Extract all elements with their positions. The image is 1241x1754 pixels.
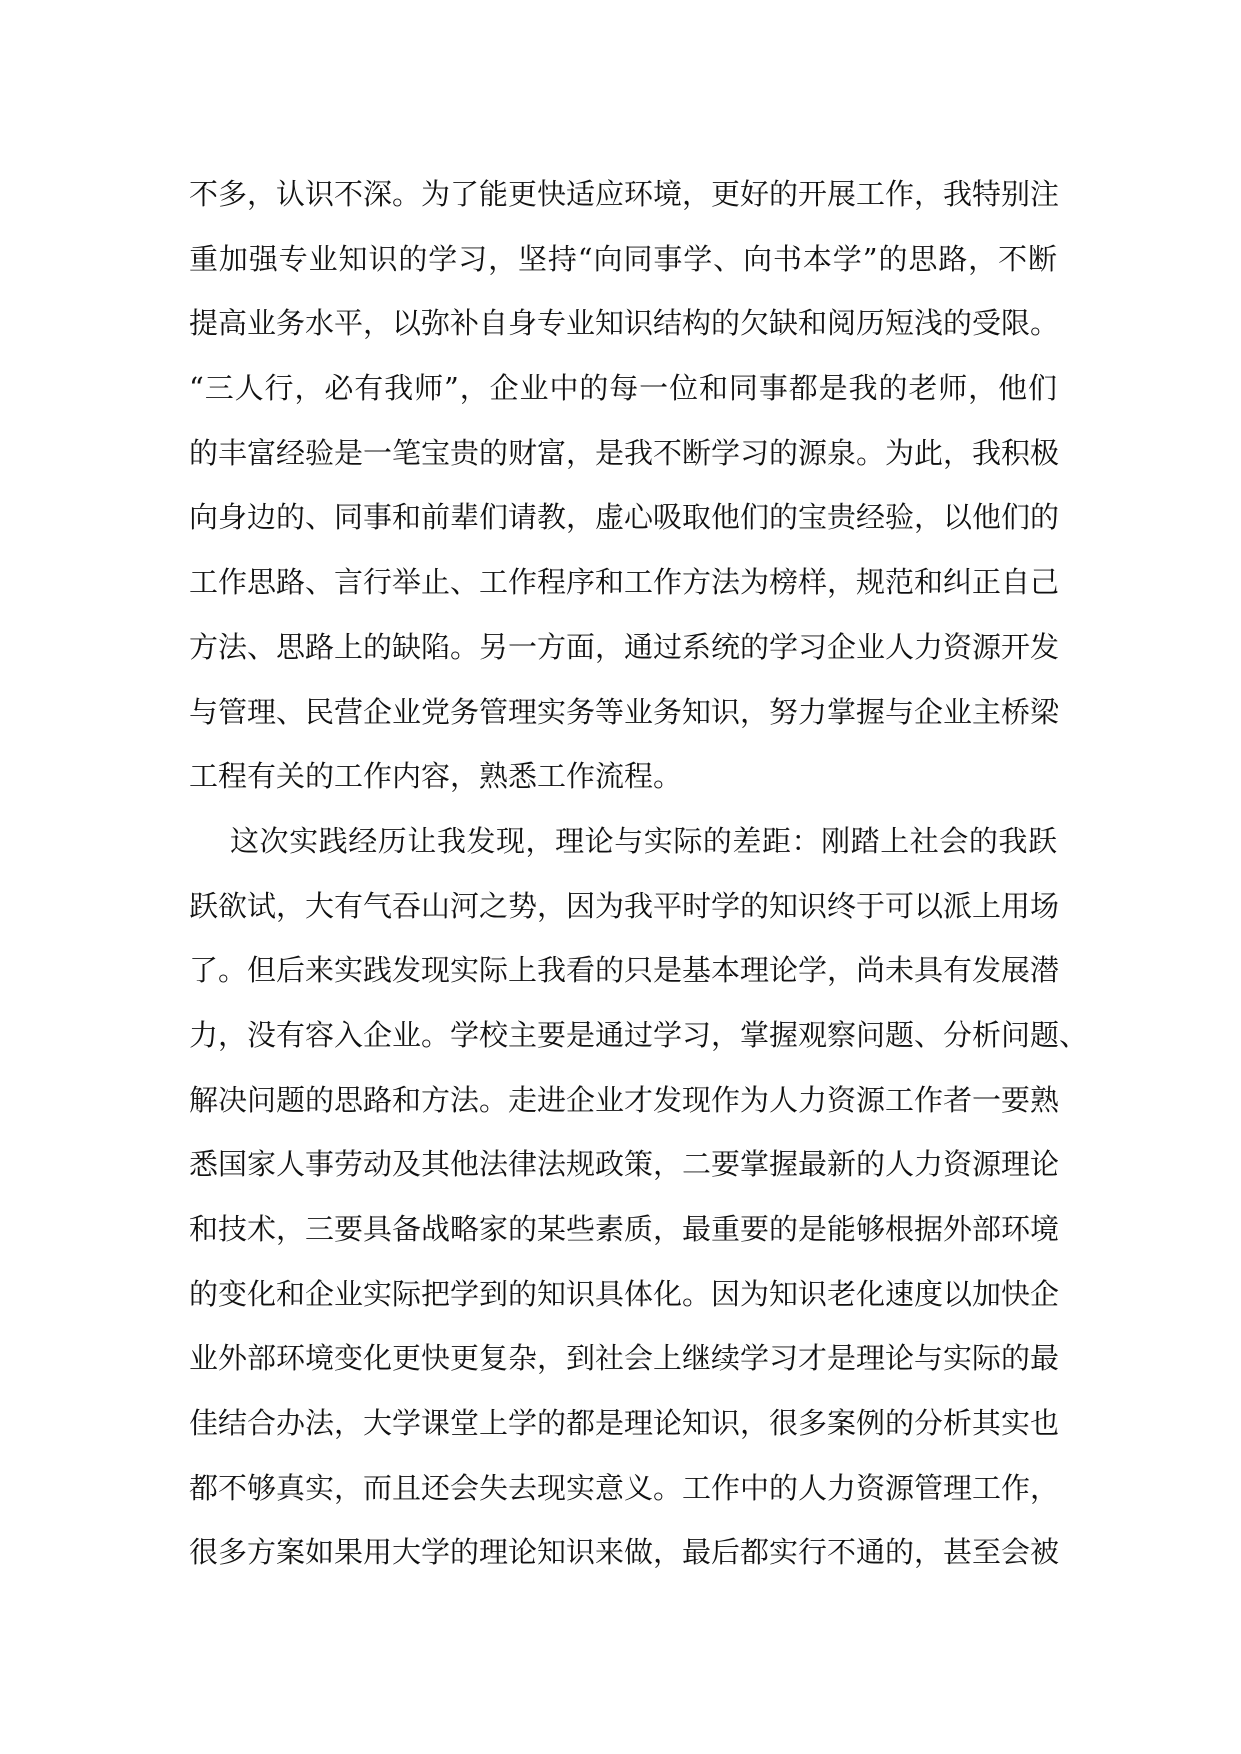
text-line: 的丰富经验是一笔宝贵的财富，是我不断学习的源泉。为此，我积极 [189,435,1060,470]
text-line: 力，没有容入企业。学校主要是通过学习，掌握观察问题、分析问题、 [189,1017,1089,1052]
text-line: 了。但后来实践发现实际上我看的只是基本理论学，尚未具有发展潜 [189,953,1060,988]
text-line: 佳结合办法，大学课堂上学的都是理论知识，很多案例的分析其实也 [189,1406,1060,1441]
text-line: 解决问题的思路和方法。走进企业才发现作为人力资源工作者一要熟 [189,1082,1060,1117]
text-line: 与管理、民营企业党务管理实务等业务知识，努力掌握与企业主桥梁 [189,694,1060,729]
text-line: 向身边的、同事和前辈们请教，虚心吸取他们的宝贵经验，以他们的 [189,500,1060,535]
text-line: 业外部环境变化更快更复杂，到社会上继续学习才是理论与实际的最 [189,1341,1060,1376]
text-line: 提高业务水平，以弥补自身专业知识结构的欠缺和阅历短浅的受限。 [189,306,1060,341]
text-line: 工程有关的工作内容，熟悉工作流程。 [189,759,683,794]
text-line: 这次实践经历让我发现，理论与实际的差距：刚踏上社会的我跃 [230,823,1057,858]
text-line: 很多方案如果用大学的理论知识来做，最后都实行不通的，甚至会被 [189,1535,1060,1570]
text-line: 方法、思路上的缺陷。另一方面，通过系统的学习企业人力资源开发 [189,629,1060,664]
text-line: “三人行，必有我师”，企业中的每一位和同事都是我的老师，他们 [189,371,1057,406]
text-line: 重加强专业知识的学习，坚持“向同事学、向书本学”的思路，不断 [189,241,1057,276]
text-line: 和技术，三要具备战略家的某些素质，最重要的是能够根据外部环境 [189,1212,1060,1246]
text-line: 不多，认识不深。为了能更快适应环境，更好的开展工作，我特别注 [189,177,1060,211]
paragraph-2 [189,809,1089,1585]
text-line: 的变化和企业实际把学到的知识具体化。因为知识老化速度以加快企 [189,1276,1060,1311]
text-line: 工作思路、言行举止、工作程序和工作方法为榜样，规范和纠正自己 [189,565,1060,600]
text-line: 悉国家人事劳动及其他法律法规政策，二要掌握最新的人力资源理论 [189,1147,1060,1182]
paragraph-1 [189,162,1060,809]
text-line: 都不够真实，而且还会失去现实意义。工作中的人力资源管理工作， [189,1470,1060,1505]
body-text [189,162,1089,1585]
text-line: 跃欲试，大有气吞山河之势，因为我平时学的知识终于可以派上用场 [189,888,1060,923]
